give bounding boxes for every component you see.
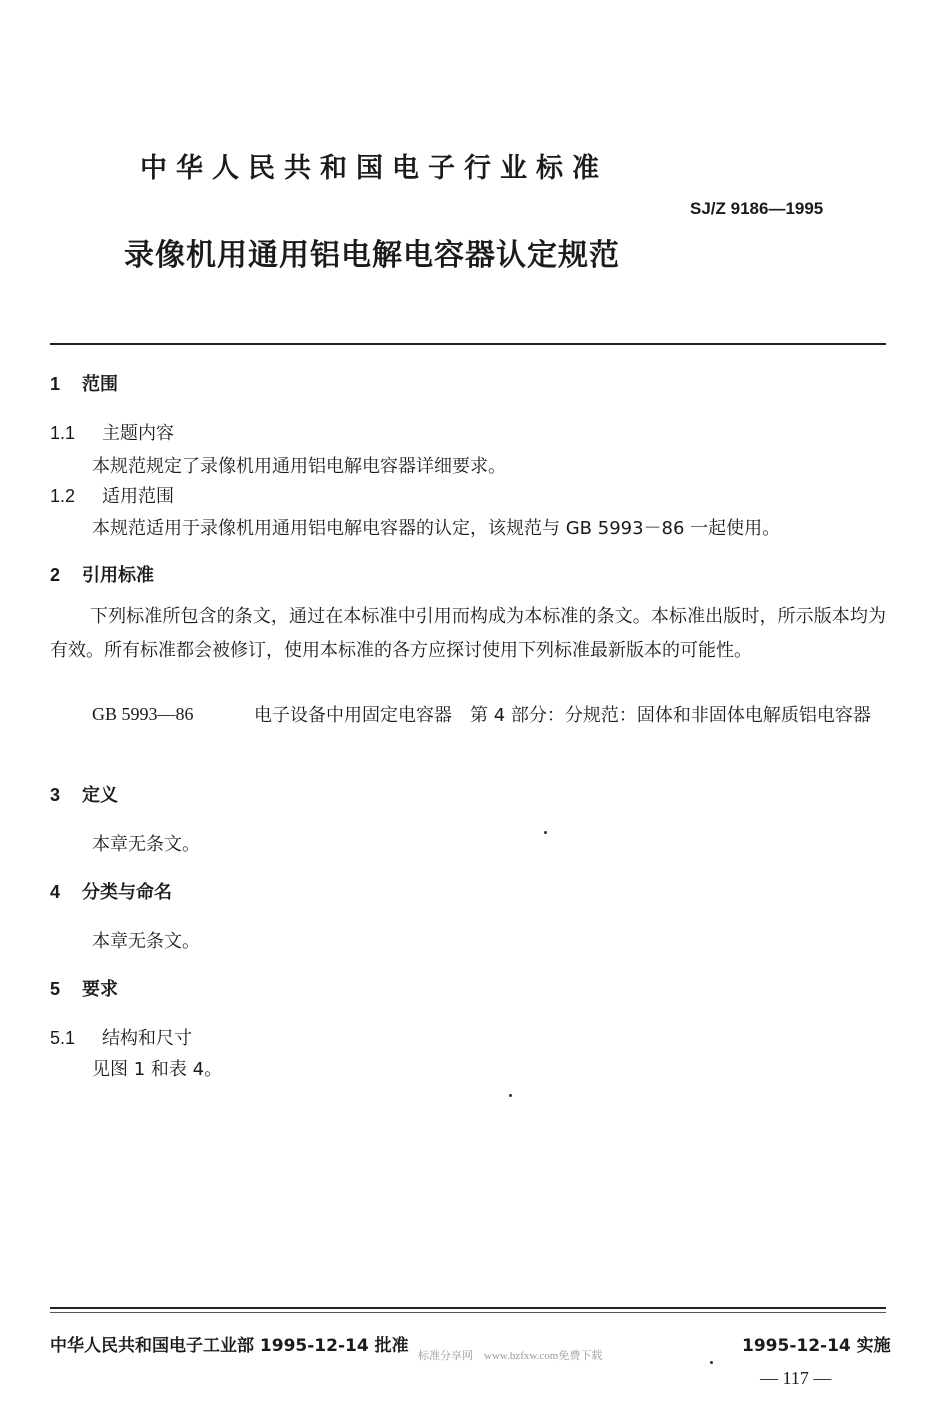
section-number: 3 — [50, 785, 61, 805]
section-number: 4 — [50, 882, 61, 902]
section-1-2-heading — [50, 482, 174, 508]
header-divider — [50, 343, 886, 345]
section-3-text: 本章无条文。 — [92, 834, 200, 855]
section-2-heading — [50, 561, 154, 587]
footer-divider — [50, 1307, 886, 1309]
section-1-heading — [50, 370, 118, 396]
section-number: 1 — [50, 374, 61, 394]
scan-speck — [710, 1361, 713, 1364]
section-title: 范围 — [82, 374, 118, 395]
section-4-heading — [50, 878, 172, 904]
section-number: 5.1 — [50, 1028, 76, 1048]
standard-number: SJ/Z 9186—1995 — [690, 199, 824, 218]
section-number: 2 — [50, 565, 61, 585]
section-title: 引用标准 — [82, 565, 154, 586]
section-4-text: 本章无条文。 — [92, 931, 200, 952]
reference-standard-id: GB 5993—86 — [92, 704, 194, 724]
section-number: 5 — [50, 979, 61, 999]
section-3-heading — [50, 781, 118, 807]
implementation-date: 1995-12-14 实施 — [742, 1336, 891, 1356]
reference-standard-title: 电子设备中用固定电容器 第 4 部分：分规范：固体和非固体电解质铝电容器 — [254, 705, 871, 726]
section-title: 分类与命名 — [82, 882, 172, 903]
section-number: 1.2 — [50, 486, 76, 506]
scan-speck — [509, 1094, 512, 1097]
section-title: 适用范围 — [102, 486, 174, 507]
section-number: 1.1 — [50, 423, 76, 443]
document-title: 录像机用通用铝电解电容器认定规范 — [124, 238, 620, 273]
scan-speck — [544, 831, 547, 834]
page-number: — 117 — — [760, 1368, 832, 1388]
section-1-2-text: 本规范适用于录像机用通用铝电解电容器的认定，该规范与 GB 5993－86 一起使用。 — [92, 518, 781, 539]
footer-divider-thin — [50, 1312, 886, 1313]
section-5-1-text: 见图 1 和表 4。 — [92, 1059, 223, 1080]
country-standard-heading: 中华人民共和国电子行业标准 — [140, 153, 608, 184]
section-1-1-text: 本规范规定了录像机用通用铝电解电容器详细要求。 — [92, 456, 506, 477]
section-title: 要求 — [82, 979, 118, 1000]
section-5-heading — [50, 975, 118, 1001]
section-1-1-heading — [50, 419, 174, 445]
section-5-1-heading — [50, 1024, 192, 1050]
watermark-text: 标准分享网 www.bzfxw.com免费下载 — [418, 1350, 603, 1362]
section-2-paragraph: 下列标准所包含的条文，通过在本标准中引用而构成为本标准的条文。本标准出版时，所示版本均为有效。所有标准都会被修订，使用本标准的各方应探讨使用下列标准最新版本的可能性。 — [50, 606, 886, 661]
section-title: 主题内容 — [102, 423, 174, 444]
section-title: 结构和尺寸 — [102, 1028, 192, 1049]
section-title: 定义 — [82, 785, 118, 806]
approval-line: 中华人民共和国电子工业部 1995-12-14 批准 — [50, 1336, 409, 1356]
